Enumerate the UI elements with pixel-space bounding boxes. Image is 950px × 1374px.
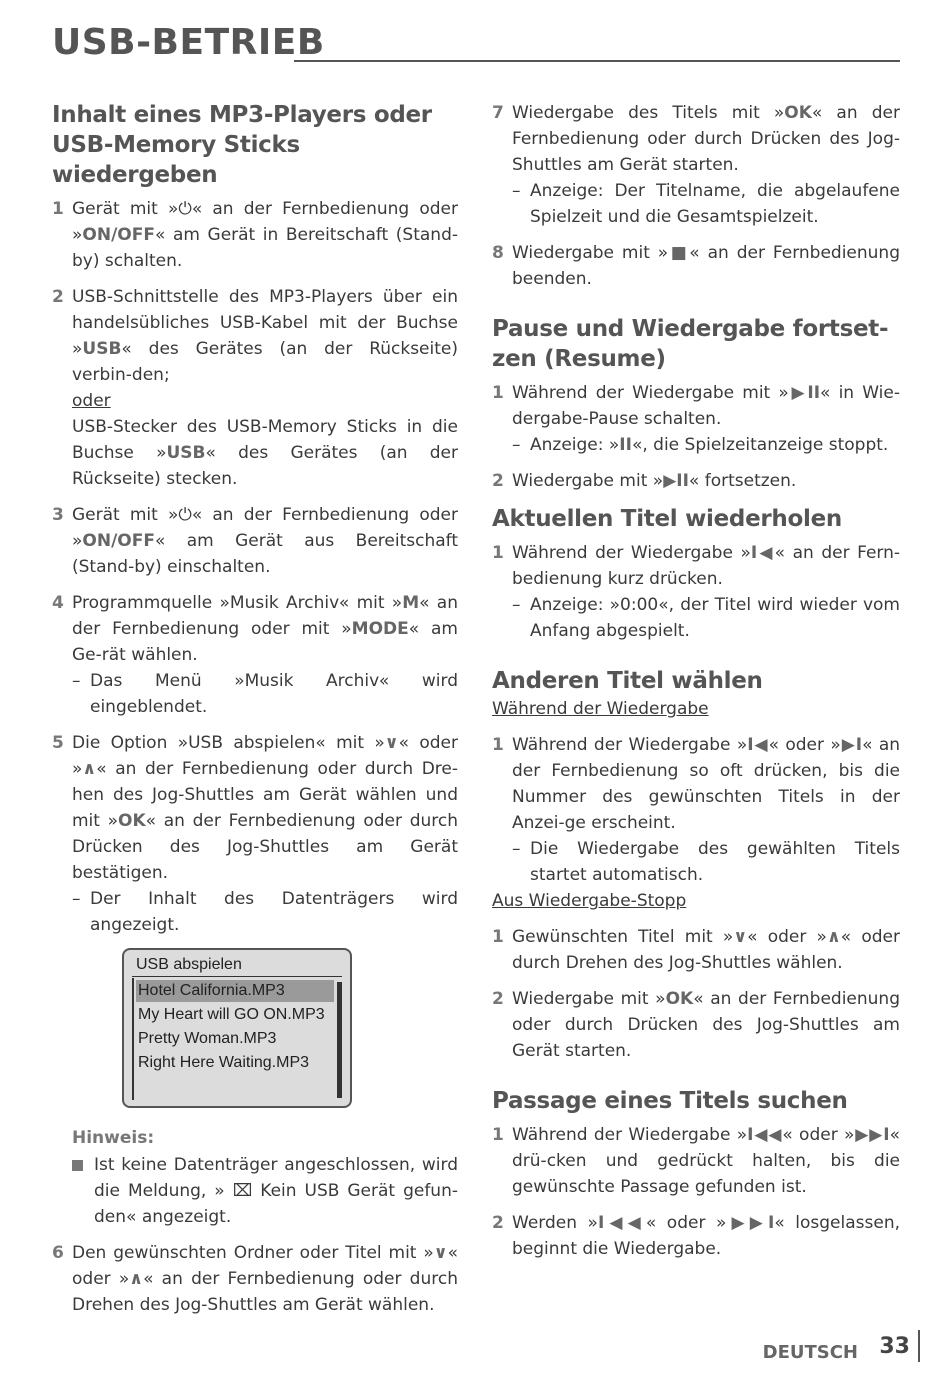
step-1	[52, 196, 458, 274]
skip-back-icon: I◀	[750, 543, 775, 563]
screen-title: USB abspielen	[136, 956, 242, 973]
usb-screen-illustration	[122, 948, 352, 1108]
ok-key: OK	[665, 989, 694, 1009]
step-text: « drü-cken und gedrückt halten, bis die gewünschte Passage gefunden ist.	[512, 1125, 900, 1197]
other-step-2	[492, 924, 900, 976]
step-number: 7	[492, 103, 504, 123]
page-title: USB-BETRIEB	[52, 22, 325, 63]
power-icon: ⏻	[178, 199, 192, 219]
chevron-up-icon: ∧	[82, 759, 97, 779]
step-number: 1	[492, 543, 504, 563]
step-text: Während der Wiedergabe »	[512, 543, 751, 563]
fast-forward-icon: ▶▶I	[726, 1213, 775, 1233]
pause-step-1	[492, 380, 900, 458]
step-result-text: Anzeige: Der Titelname, die abgelaufene Spielzeit und die Gesamtspielzeit.	[530, 181, 900, 227]
step-6	[52, 1240, 458, 1318]
usb-key: USB	[82, 339, 122, 359]
no-device-icon: ⌧	[232, 1181, 253, 1201]
seek-step-1	[492, 1122, 900, 1200]
usb-key: USB	[166, 443, 206, 463]
on-off-key: ON/OFF	[82, 531, 155, 551]
note-bullet	[72, 1152, 458, 1230]
screen-item: My Heart will GO ON.MP3	[138, 1006, 325, 1023]
on-off-key: ON/OFF	[82, 225, 155, 245]
step-result: – Das Menü »Musik Archiv« wird eingeblendet.	[72, 671, 458, 717]
oder-label: oder	[72, 391, 111, 411]
step-text: « am Gerät aus Bereitschaft (Stand-by) einschalten.	[72, 531, 458, 577]
step-text: « oder »	[747, 927, 827, 947]
screen-rule	[132, 976, 342, 977]
step-text: « oder durch Drehen des Jog-Shuttles wählen.	[512, 927, 900, 973]
fast-forward-icon: ▶▶I	[854, 1125, 890, 1145]
screen-scrollbar	[337, 982, 342, 1098]
step-text: « oder »	[782, 1125, 855, 1145]
stop-icon: ■	[668, 243, 690, 263]
screen-item: Pretty Woman.MP3	[138, 1030, 277, 1047]
note-label: Hinweis:	[72, 1128, 155, 1148]
section-heading-playback: Inhalt eines MP3-Players oder USB-Memory Sticks wiedergeben	[52, 102, 432, 188]
play-pause-icon: ▶II	[663, 471, 689, 491]
skip-back-icon: I◀	[747, 735, 769, 755]
step-result-text: Das Menü »Musik Archiv« wird eingeblendet.	[90, 671, 458, 717]
step-text: « am Gerät in Bereitschaft (Stand-by) schalten.	[72, 225, 458, 271]
step-result: – Anzeige: »0:00«, der Titel wird wieder vom Anfang abgespielt.	[512, 595, 900, 641]
power-icon: ⏻	[178, 505, 192, 525]
page-header	[52, 22, 900, 62]
step-2	[52, 284, 458, 492]
step-text: « oder »	[768, 735, 841, 755]
note-text: Kein USB Gerät gefun-den« angezeigt.	[94, 1181, 458, 1227]
step-result-text: Anzeige: »0:00«, der Titel wird wieder vom Anfang abgespielt.	[530, 595, 900, 641]
step-text: « an der Fernbedienung beenden.	[512, 243, 900, 289]
step-text: Während der Wiedergabe »	[512, 735, 748, 755]
step-text: Wiedergabe mit »	[512, 243, 669, 263]
step-number: 5	[52, 733, 64, 753]
play-pause-icon: ▶II	[788, 383, 821, 403]
step-number: 2	[492, 989, 504, 1009]
section-heading-repeat: Aktuellen Titel wiederholen	[492, 506, 842, 532]
step-text: Wiedergabe des Titels mit »	[512, 103, 785, 123]
step-text: « in Wie-dergabe-Pause schalten.	[512, 383, 900, 429]
skip-forward-icon: ▶I	[840, 735, 863, 755]
step-text: Werden »	[512, 1213, 598, 1233]
step-5	[52, 730, 458, 938]
step-text: « an der Fern-bedienung kurz drücken.	[512, 543, 901, 589]
step-number: 4	[52, 593, 64, 613]
step-text: « oder »	[645, 1213, 727, 1233]
pause-icon: II	[619, 435, 632, 455]
step-text: USB-Stecker des USB-Memory Sticks in die Buchse »	[72, 417, 458, 463]
bullet-square-icon	[72, 1160, 83, 1171]
section-heading-pause: Pause und Wiedergabe fortset-zen (Resume)	[492, 316, 889, 372]
footer-rule	[918, 1330, 920, 1362]
footer-language: DEUTSCH	[762, 1342, 858, 1363]
screen-left-border	[132, 978, 134, 1100]
other-step-1	[492, 732, 900, 888]
step-result: – Anzeige: »II«, die Spielzeitanzeige stoppt.	[512, 435, 889, 455]
step-text: « an der Fernbedienung oder durch Drücken des Jog-Shuttles am Gerät starten.	[512, 103, 900, 175]
rewind-icon: I◀◀	[747, 1125, 783, 1145]
step-result: – Die Wiedergabe des gewählten Titels startet automatisch.	[512, 839, 900, 885]
chevron-down-icon: ∨	[384, 733, 399, 753]
pause-step-2	[492, 468, 900, 494]
section-heading-other-title: Anderen Titel wählen	[492, 668, 763, 694]
chevron-down-icon: ∨	[733, 927, 748, 947]
step-number: 1	[492, 927, 504, 947]
step-text: Gewünschten Titel mit »	[512, 927, 734, 947]
step-text: « oder »	[72, 733, 458, 779]
step-text: « an der Fernbedienung oder mit »	[72, 593, 458, 639]
step-number: 2	[492, 1213, 504, 1233]
subheading-from-stop: Aus Wiedergabe-Stopp	[492, 891, 687, 911]
repeat-step-1	[492, 540, 900, 644]
screen-item-selected: Hotel California.MP3	[136, 980, 334, 1002]
step-text: Während der Wiedergabe mit »	[512, 383, 789, 403]
chevron-up-icon: ∧	[129, 1269, 144, 1289]
step-number: 1	[492, 735, 504, 755]
seek-step-2	[492, 1210, 900, 1262]
step-text: Den gewünschten Ordner oder Titel mit »	[72, 1243, 434, 1263]
step-result-text: Der Inhalt des Datenträgers wird angezeigt.	[90, 889, 458, 935]
chevron-up-icon: ∧	[826, 927, 841, 947]
step-number: 1	[492, 383, 504, 403]
step-4	[52, 590, 458, 720]
step-7	[492, 100, 900, 230]
ok-key: OK	[118, 811, 146, 831]
page-number: 33	[879, 1334, 910, 1359]
step-result: – Der Inhalt des Datenträgers wird angezeigt.	[72, 889, 458, 935]
step-text: USB-Schnittstelle des MP3-Players über ein handelsübliches USB-Kabel mit der Buchse »	[72, 287, 458, 359]
step-number: 2	[52, 287, 64, 307]
step-text: Wiedergabe mit »	[512, 471, 664, 491]
step-number: 6	[52, 1243, 64, 1263]
step-text: « losgelassen, beginnt die Wiedergabe.	[512, 1213, 901, 1259]
step-text: « des Gerätes (an der Rückseite) verbin-den;	[72, 339, 458, 385]
ok-key: OK	[784, 103, 812, 123]
step-text: Programmquelle »Musik Archiv« mit »	[72, 593, 403, 613]
step-number: 1	[52, 199, 64, 219]
step-text: « an der Fernbedienung oder durch Drehen des Jog-Shuttles am Gerät wählen.	[72, 1269, 458, 1315]
step-text: « am Ge-rät wählen.	[72, 619, 458, 665]
step-text: « fortsetzen.	[688, 471, 797, 491]
chevron-down-icon: ∨	[433, 1243, 448, 1263]
right-column	[492, 100, 900, 1262]
step-text: Die Option »USB abspielen« mit »	[72, 733, 385, 753]
step-result: – Anzeige: Der Titelname, die abgelaufene Spielzeit und die Gesamtspielzeit.	[512, 181, 900, 227]
step-number: 3	[52, 505, 64, 525]
step-number: 8	[492, 243, 504, 263]
step-text: Wiedergabe mit »	[512, 989, 666, 1009]
other-step-3	[492, 986, 900, 1064]
step-text: « an der Fernbedienung so oft drücken, bis die Nummer des gewünschten Titels in der Anzei-ge erscheint.	[512, 735, 901, 833]
section-heading-seek: Passage eines Titels suchen	[492, 1088, 848, 1114]
header-rule	[294, 60, 900, 62]
step-result-text: Die Wiedergabe des gewählten Titels startet automatisch.	[530, 839, 900, 885]
step-text: « an der Fernbedienung oder durch Drücken des Jog-Shuttles am Gerät starten.	[512, 989, 900, 1061]
step-text: « an der Fernbedienung oder »	[72, 505, 458, 551]
step-result-text: Anzeige: »	[530, 435, 620, 455]
step-text: « des Gerätes (an der Rückseite) stecken.	[72, 443, 458, 489]
rewind-icon: I◀◀	[597, 1213, 646, 1233]
step-text: « an der Fernbedienung oder durch Dre-hen des Jog-Shuttles am Gerät wählen und mit »	[72, 759, 458, 831]
step-text: « an der Fernbedienung oder »	[72, 199, 458, 245]
step-result-text: «, die Spielzeitanzeige stoppt.	[631, 435, 889, 455]
subheading-during-playback: Während der Wiedergabe	[492, 699, 709, 719]
left-column	[52, 100, 458, 1318]
step-text: Während der Wiedergabe »	[512, 1125, 748, 1145]
step-text: « oder »	[72, 1243, 458, 1289]
step-text: Gerät mit »	[72, 199, 179, 219]
step-3	[52, 502, 458, 580]
m-key: M	[402, 593, 420, 613]
note-text: Ist keine Datenträger angeschlossen, wird die Meldung, »	[94, 1155, 458, 1201]
step-text: Gerät mit »	[72, 505, 179, 525]
screen-item: Right Here Waiting.MP3	[138, 1054, 310, 1071]
step-number: 2	[492, 471, 504, 491]
step-text: « an der Fernbedienung oder durch Drücken des Jog-Shuttles am Gerät bestätigen.	[72, 811, 458, 883]
mode-key: MODE	[351, 619, 409, 639]
step-number: 1	[492, 1125, 504, 1145]
step-8	[492, 240, 900, 292]
